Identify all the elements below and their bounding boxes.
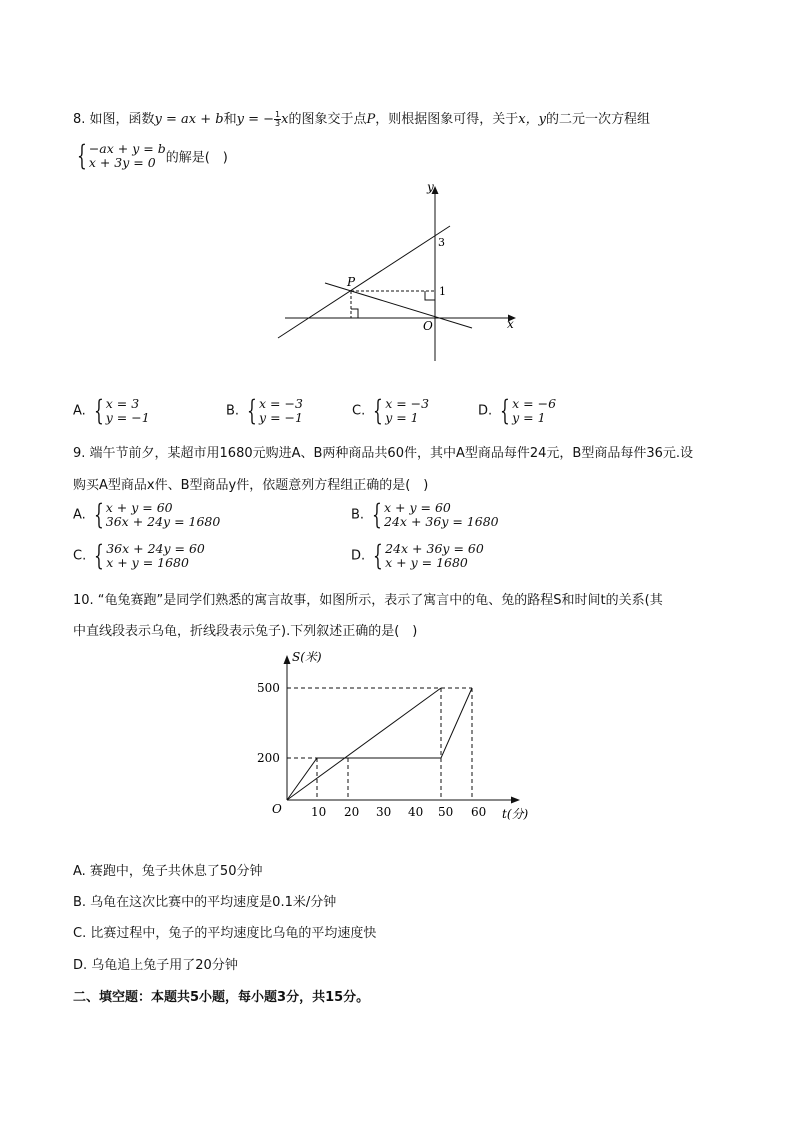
right-angle-mark <box>425 291 435 300</box>
q10-option-c[interactable]: C. 比赛过程中，兔子的平均速度比乌龟的平均速度快 <box>73 926 377 941</box>
x-tick-30: 30 <box>376 805 392 819</box>
x-tick-20: 20 <box>344 805 360 819</box>
origin-label: O <box>272 802 282 816</box>
s-axis-label: S(米) <box>292 650 322 664</box>
x-tick-50: 50 <box>438 805 454 819</box>
y-tick-200: 200 <box>257 751 280 765</box>
x-tick-10: 10 <box>311 805 327 819</box>
point-p-label: P <box>347 275 356 289</box>
q8-stem: 8. 如图，函数y = ax + b和y = − $\frac{1}{3}$ x的图象交于点P，则根据图象可得，关于x，y的二元一次方程组 <box>73 110 650 128</box>
tick-3: 3 <box>438 236 445 249</box>
t-axis-arrow <box>511 797 520 804</box>
x-tick-40: 40 <box>408 805 424 819</box>
q9-option-b[interactable]: B. { x + y = 60 24x + 36y = 1680 <box>351 498 499 531</box>
x-tick-60: 60 <box>471 805 487 819</box>
section-heading: 二、填空题：本题共5小题，每小题3分，共15分。 <box>73 990 370 1005</box>
q10-option-a[interactable]: A. 赛跑中，兔子共休息了50分钟 <box>73 864 263 879</box>
y-axis-label: y <box>427 180 434 194</box>
q9-option-a[interactable]: A. { x + y = 60 36x + 24y = 1680 <box>73 498 221 531</box>
q8-option-d[interactable]: D. { x = −6 y = 1 <box>478 394 557 427</box>
q10-option-b[interactable]: B. 乌龟在这次比赛中的平均速度是0.1米/分钟 <box>73 895 337 910</box>
x-axis-label: x <box>507 317 514 331</box>
tortoise-line <box>287 688 441 800</box>
q8-option-c[interactable]: C. { x = −3 y = 1 <box>352 394 430 427</box>
q10-stem-line1: 10. “龟兔赛跑”是同学们熟悉的寓言故事，如图所示，表示了寓言中的龟、兔的路程S和时间t的关系(其 <box>73 593 663 608</box>
rabbit-polyline <box>287 688 472 800</box>
q8-option-b[interactable]: B. { x = −3 y = −1 <box>226 394 303 427</box>
q10-option-d[interactable]: D. 乌龟追上兔子用了20分钟 <box>73 958 238 973</box>
right-angle-mark <box>351 309 358 318</box>
q8-option-a[interactable]: A. { x = 3 y = −1 <box>73 394 150 427</box>
q10-stem-line2: 中直线段表示乌龟，折线段表示兔子).下列叙述正确的是( ) <box>73 624 418 639</box>
q9-option-d[interactable]: D. { 24x + 36y = 60 x + y = 1680 <box>351 539 484 572</box>
line-neg-third-x <box>325 283 472 328</box>
fraction: $\frac{1}{3}$ <box>275 110 281 128</box>
q8-graph <box>275 178 525 368</box>
q8-system: { −ax + y = b x + 3y = 0 的解是( ) <box>77 139 228 172</box>
tick-1: 1 <box>439 285 446 298</box>
q10-graph <box>252 643 552 828</box>
y-tick-500: 500 <box>257 681 280 695</box>
q9-option-c[interactable]: C. { 36x + 24y = 60 x + y = 1680 <box>73 539 205 572</box>
t-axis-label: t(分) <box>502 807 529 821</box>
q9-stem-line1: 9. 端午节前夕，某超市用1680元购进A、B两种商品共60件，其中A型商品每件24元，B型商品每件36元.设 <box>73 446 694 461</box>
origin-label: O <box>423 319 433 333</box>
q9-stem-line2: 购买A型商品x件、B型商品y件，依题意列方程组正确的是( ) <box>73 478 429 493</box>
s-axis-arrow <box>284 655 291 664</box>
